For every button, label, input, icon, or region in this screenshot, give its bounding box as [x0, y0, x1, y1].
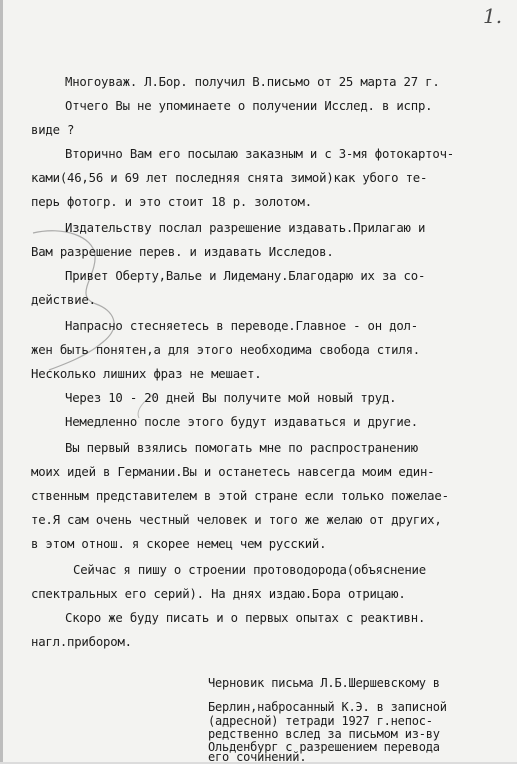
letter-line: моих идей в Германии.Вы и останетесь навсегда моим един- — [31, 465, 435, 479]
letter-line: Многоуваж. Л.Бор. получил В.письмо от 25 марта 27 г. — [65, 75, 440, 89]
letter-line: нагл.прибором. — [31, 635, 132, 649]
note-line: (адресной) тетради 1927 г.непос- — [208, 714, 433, 728]
letter-line: Немедленно после этого будут издаваться и другие. — [65, 415, 418, 429]
letter-line: Отчего Вы не упоминаете о получении Исслед. в испр. — [65, 99, 433, 113]
letter-line: действие. — [31, 293, 96, 307]
letter-line: в этом отнош. я скорее немец чем русский. — [31, 537, 327, 551]
letter-line: спектральных его серий). На днях издаю.Бора отрицаю. — [31, 587, 406, 601]
letter-line: жен быть понятен,а для этого необходима свобода стиля. — [31, 343, 420, 357]
letter-line: Вторично Вам его посылаю заказным и с 3-мя фотокарточ- — [65, 147, 454, 161]
letter-line: Напрасно стесняетесь в переводе.Главное - он дол- — [65, 319, 418, 333]
letter-line: перь фотогр. и это стоит 18 р. золотом. — [31, 195, 312, 209]
letter-line: Несколько лишних фраз не мешает. — [31, 367, 262, 381]
letter-line: Через 10 - 20 дней Вы получите мой новый труд. — [65, 391, 397, 405]
letter-line: те.Я сам очень честный человек и того же желаю от других, — [31, 513, 442, 527]
letter-line: Вам разрешение перев. и издавать Исследов. — [31, 245, 334, 259]
letter-line: Скоро же буду писать и о первых опытах с реактивн. — [65, 611, 426, 625]
letter-line: Привет Оберту,Валье и Лидеману.Благодарю их за со- — [65, 269, 426, 283]
letter-line: виде ? — [31, 123, 75, 137]
note-line: Черновик письма Л.Б.Шершевскому в — [208, 676, 440, 690]
letter-line: ками(46,56 и 69 лет последняя снята зимой)как убого те- — [31, 171, 428, 185]
letter-line: Вы первый взялись помогать мне по распространению — [65, 441, 418, 455]
note-line: Берлин,набросанный К.Э. в записной — [208, 700, 447, 714]
note-line: редственно вслед за письмом из-ву — [208, 727, 440, 741]
letter-line: Сейчас я пишу о строении протоводорода(объяснение — [73, 563, 426, 577]
letter-line: Издательству послал разрешение издавать.Прилагаю и — [65, 221, 426, 235]
letter-line: ственным представителем в этой стране если только пожелае- — [31, 489, 449, 503]
note-line: Ольденбург с разрешением перевода — [208, 740, 440, 754]
page-number: 1. — [483, 4, 503, 28]
note-line: его сочинений. — [208, 750, 307, 764]
